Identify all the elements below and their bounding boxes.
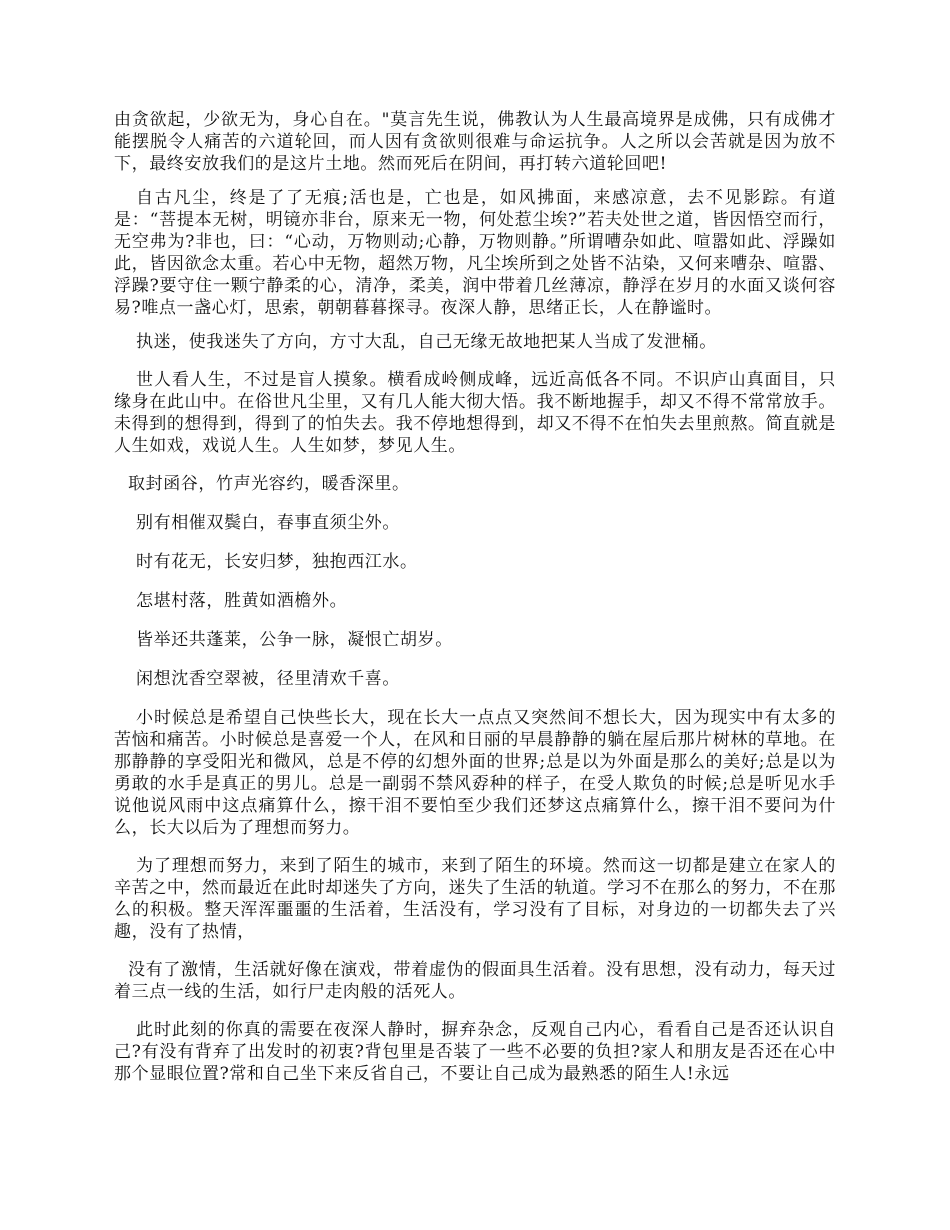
paragraph-3: 执迷，使我迷失了方向，方寸大乱，自己无缘无故地把某人当成了发泄桶。: [136, 332, 717, 352]
verse-line-6: 闲想沈香空翠被，径里清欢千喜。: [136, 669, 400, 689]
paragraph-2: 自古凡尘，终是了了无痕;活也是，亡也是，如风拂面，来感凉意，去不见影踪。有道是：“菩提本无树，明镜亦非台，原来无一物，何处惹尘埃?”若夫处世之道，皆因悟空而行，无空弗为?非也，曰：“心动，万物则动;心静，万物则静。”所谓嘈杂如此、喧嚣如此、浮躁如此，皆因欲念太重。若心中无物，超然万物，凡尘埃所到之处皆不沾染，又何来嘈杂、喧嚣、浮躁?要守住一颗宁静柔的心，清净，柔美，润中带着几丝薄凉，静浮在岁月的水面又谈何容易?唯点一盏心灯，思索，朝朝暮暮探寻。夜深人静，思绪正长，人在静谧时。: [114, 188, 836, 318]
paragraph-4: 世人看人生，不过是盲人摸象。横看成岭侧成峰，远近高低各不同。不识庐山真面目，只缘身在此山中。在俗世凡尘里，又有几人能大彻大悟。我不断地握手，却又不得不常常放手。未得到的想得到，得到了的怕失去。我不停地想得到，却又不得不在怕失去里煎熬。简直就是人生如戏，戏说人生。人生如梦，梦见人生。: [114, 370, 836, 456]
verse-line-2: 别有相催双鬓白，春事直须尘外。: [136, 513, 400, 533]
verse-line-4: 怎堪村落，胜黄如酒檐外。: [136, 591, 348, 611]
paragraph-5: 小时候总是希望自己快些长大，现在长大一点点又突然间不想长大，因为现实中有太多的苦恼和痛苦。小时候总是喜爱一个人，在风和日丽的早晨静静的躺在屋后那片树林的草地。在那静静的享受阳光和微风，总是不停的幻想外面的世界;总是以为外面是那么的美好;总是以为勇敢的水手是真正的男儿。总是一副弱不禁风孬种的样子，在受人欺负的时候;总是听见水手说他说风雨中这点痛算什么，擦干泪不要怕至少我们还梦这点痛算什么，擦干泪不要问为什么，长大以后为了理想而努力。: [114, 708, 836, 838]
paragraph-1: 由贪欲起，少欲无为，身心自在。"莫言先生说，佛教认为人生最高境界是成佛，只有成佛才能摆脱令人痛苦的六道轮回，而人因有贪欲则很难与命运抗争。人之所以会苦就是因为放不下，最终安放我们的是这片土地。然而死后在阴间，再打转六道轮回吧!: [114, 110, 836, 174]
paragraph-8: 此时此刻的你真的需要在夜深人静时，摒弃杂念，反观自己内心，看看自己是否还认识自己?有没有背弃了出发时的初衷?背包里是否装了一些不必要的负担?家人和朋友是否还在心中那个显眼位置?常和自己坐下来反省自己，不要让自己成为最熟悉的陌生人!永远: [114, 1020, 836, 1084]
paragraph-7: 没有了激情，生活就好像在演戏，带着虚伪的假面具生活着。没有思想，没有动力，每天过着三点一线的生活，如行尸走肉般的活死人。: [114, 960, 836, 1002]
paragraph-6: 为了理想而努力，来到了陌生的城市，来到了陌生的环境。然而这一切都是建立在家人的辛苦之中，然而最近在此时却迷失了方向，迷失了生活的轨道。学习不在那么的努力，不在那么的积极。整天浑浑噩噩的生活着，生活没有，学习没有了目标，对身边的一切都失去了兴趣，没有了热情，: [114, 856, 836, 942]
verse-line-5: 皆举还共蓬莱，公争一脉，凝恨亡胡岁。: [136, 630, 453, 650]
verse-line-3: 时有花无，长安归梦，独抱西江水。: [136, 552, 418, 572]
verse-line-1: 取封函谷，竹声光容约，暖香深里。: [128, 474, 410, 494]
